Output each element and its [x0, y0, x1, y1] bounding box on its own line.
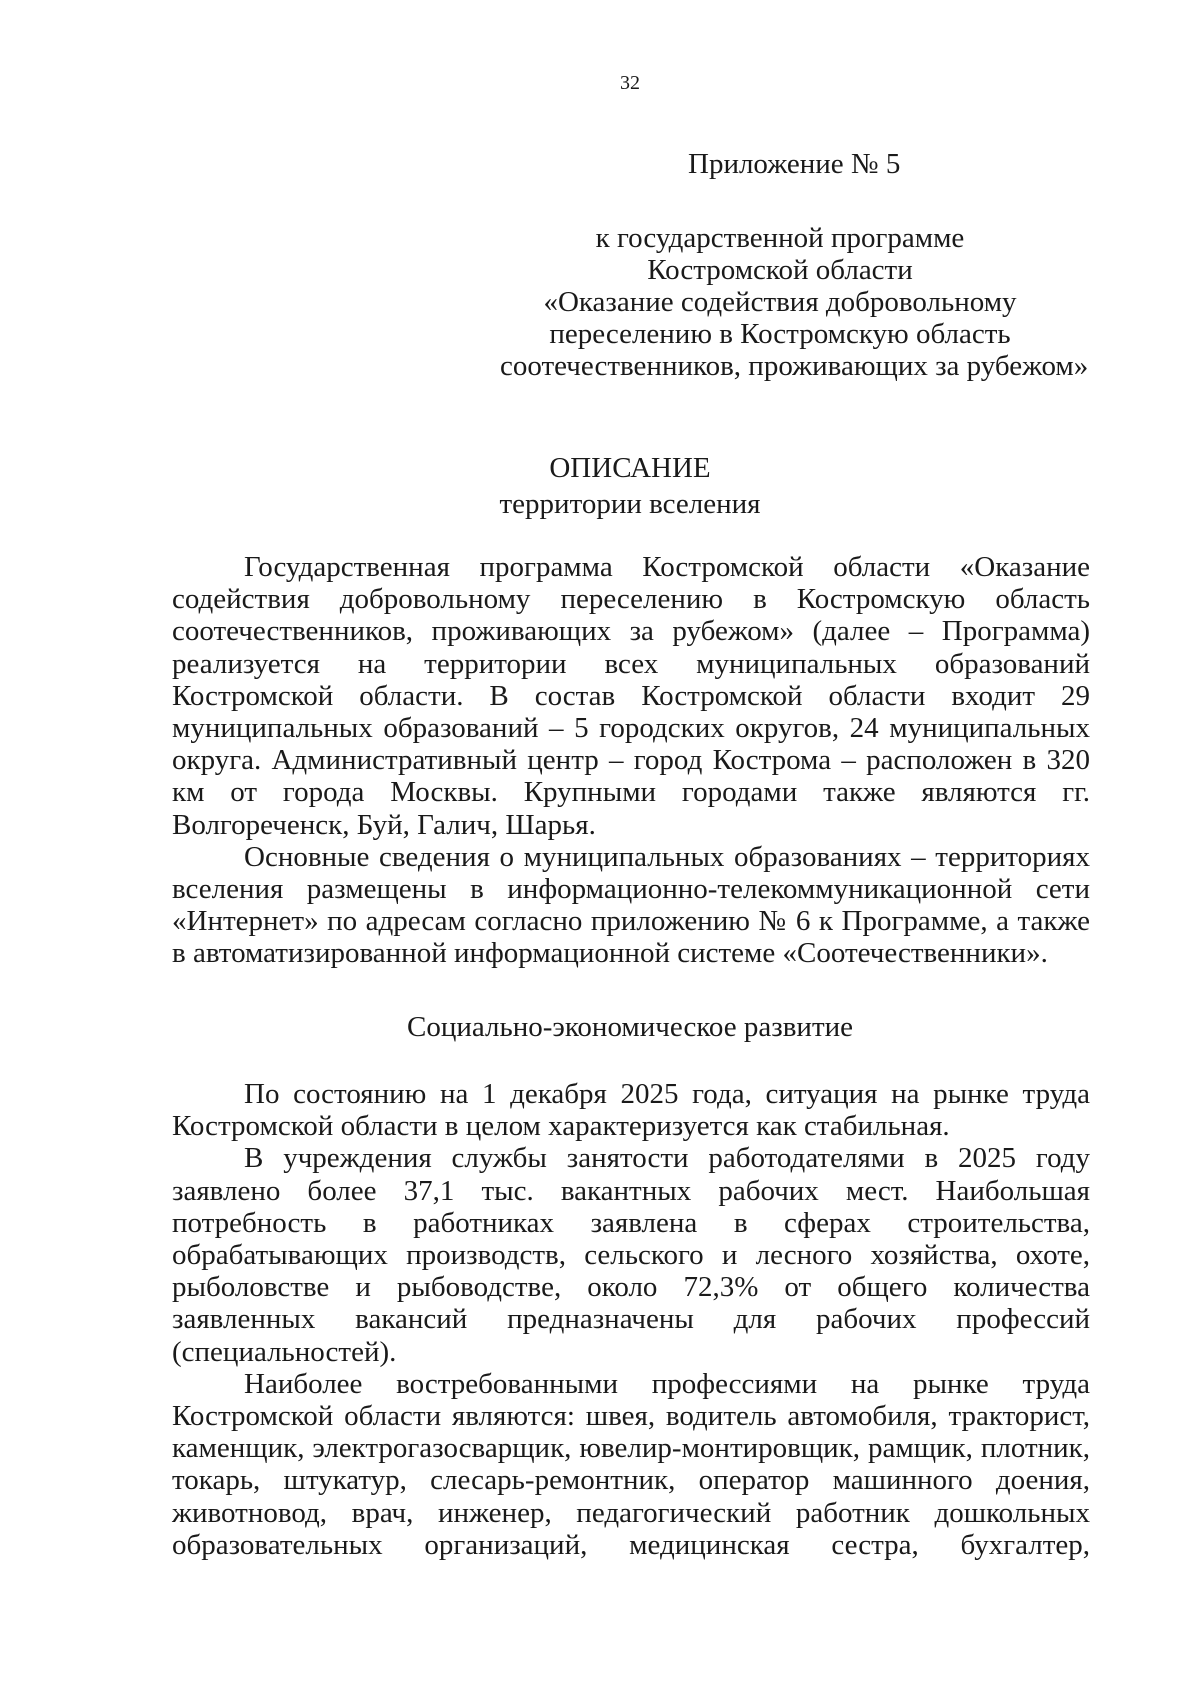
appendix-reference-line: «Оказание содействия добровольному — [543, 286, 1017, 318]
section-heading: Социально-экономическое развитие — [406, 1011, 854, 1043]
appendix-reference-line: переселению в Костромскую область — [549, 318, 1011, 350]
paragraph: Основные сведения о муниципальных образованиях – территориях вселения размещены в информационно-телекоммуникационной сети «Интернет» по адресам согласно приложению № 6 к Программе, а также в автоматизированной информационной системе «Соотечественники». — [172, 840, 1090, 970]
document-title: ОПИСАНИЕ — [549, 452, 711, 484]
appendix-reference — [500, 222, 1089, 382]
appendix-number: Приложение № 5 — [688, 148, 901, 180]
appendix-reference-line: соотечественников, проживающих за рубежом» — [500, 350, 1089, 382]
appendix-reference-line: к государственной программе — [595, 222, 965, 254]
socio-economic-section — [172, 1078, 1090, 1561]
paragraph: В учреждения службы занятости работодателями в 2025 году заявлено более 37,1 тыс. вакантных рабочих мест. Наибольшая потребность в работниках заявлена в сферах строительства, обрабатывающих производств, сельского и лесного хозяйства, охоте, рыболовстве и рыбоводстве, около 72,3% от общего количества заявленных вакансий предназначены для рабочих профессий (специальностей). — [172, 1142, 1090, 1368]
appendix-reference-line: Костромской области — [647, 254, 913, 286]
paragraph: По состоянию на 1 декабря 2025 года, ситуация на рынке труда Костромской области в целом характеризуется как стабильная. — [172, 1078, 1090, 1143]
intro-section — [172, 551, 1090, 970]
paragraph: Наиболее востребованными профессиями на рынке труда Костромской области являются: швея, водитель автомобиля, тракторист, каменщик, электрогазосварщик, ювелир-монтировщик, рамщик, плотник, токарь, штукатур, слесарь-ремонтник, оператор машинного доения, животновод, врач, инженер, педагогический работник дошкольных образовательных организаций, медицинская сестра, бухгалтер, — [172, 1367, 1090, 1561]
paragraph: Государственная программа Костромской области «Оказание содействия добровольному переселению в Костромскую область соотечественников, проживающих за рубежом» (далее – Программа) реализуется на территории всех муниципальных образований Костромской области. В состав Костромской области входит 29 муниципальных образований – 5 городских округов, 24 муниципальных округа. Административный центр – город Кострома – расположен в 320 км от города Москвы. Крупными городами также являются гг. Волгореченск, Буй, Галич, Шарья. — [172, 551, 1090, 841]
page-number: 32 — [620, 72, 640, 94]
document-subtitle: территории вселения — [499, 488, 761, 520]
